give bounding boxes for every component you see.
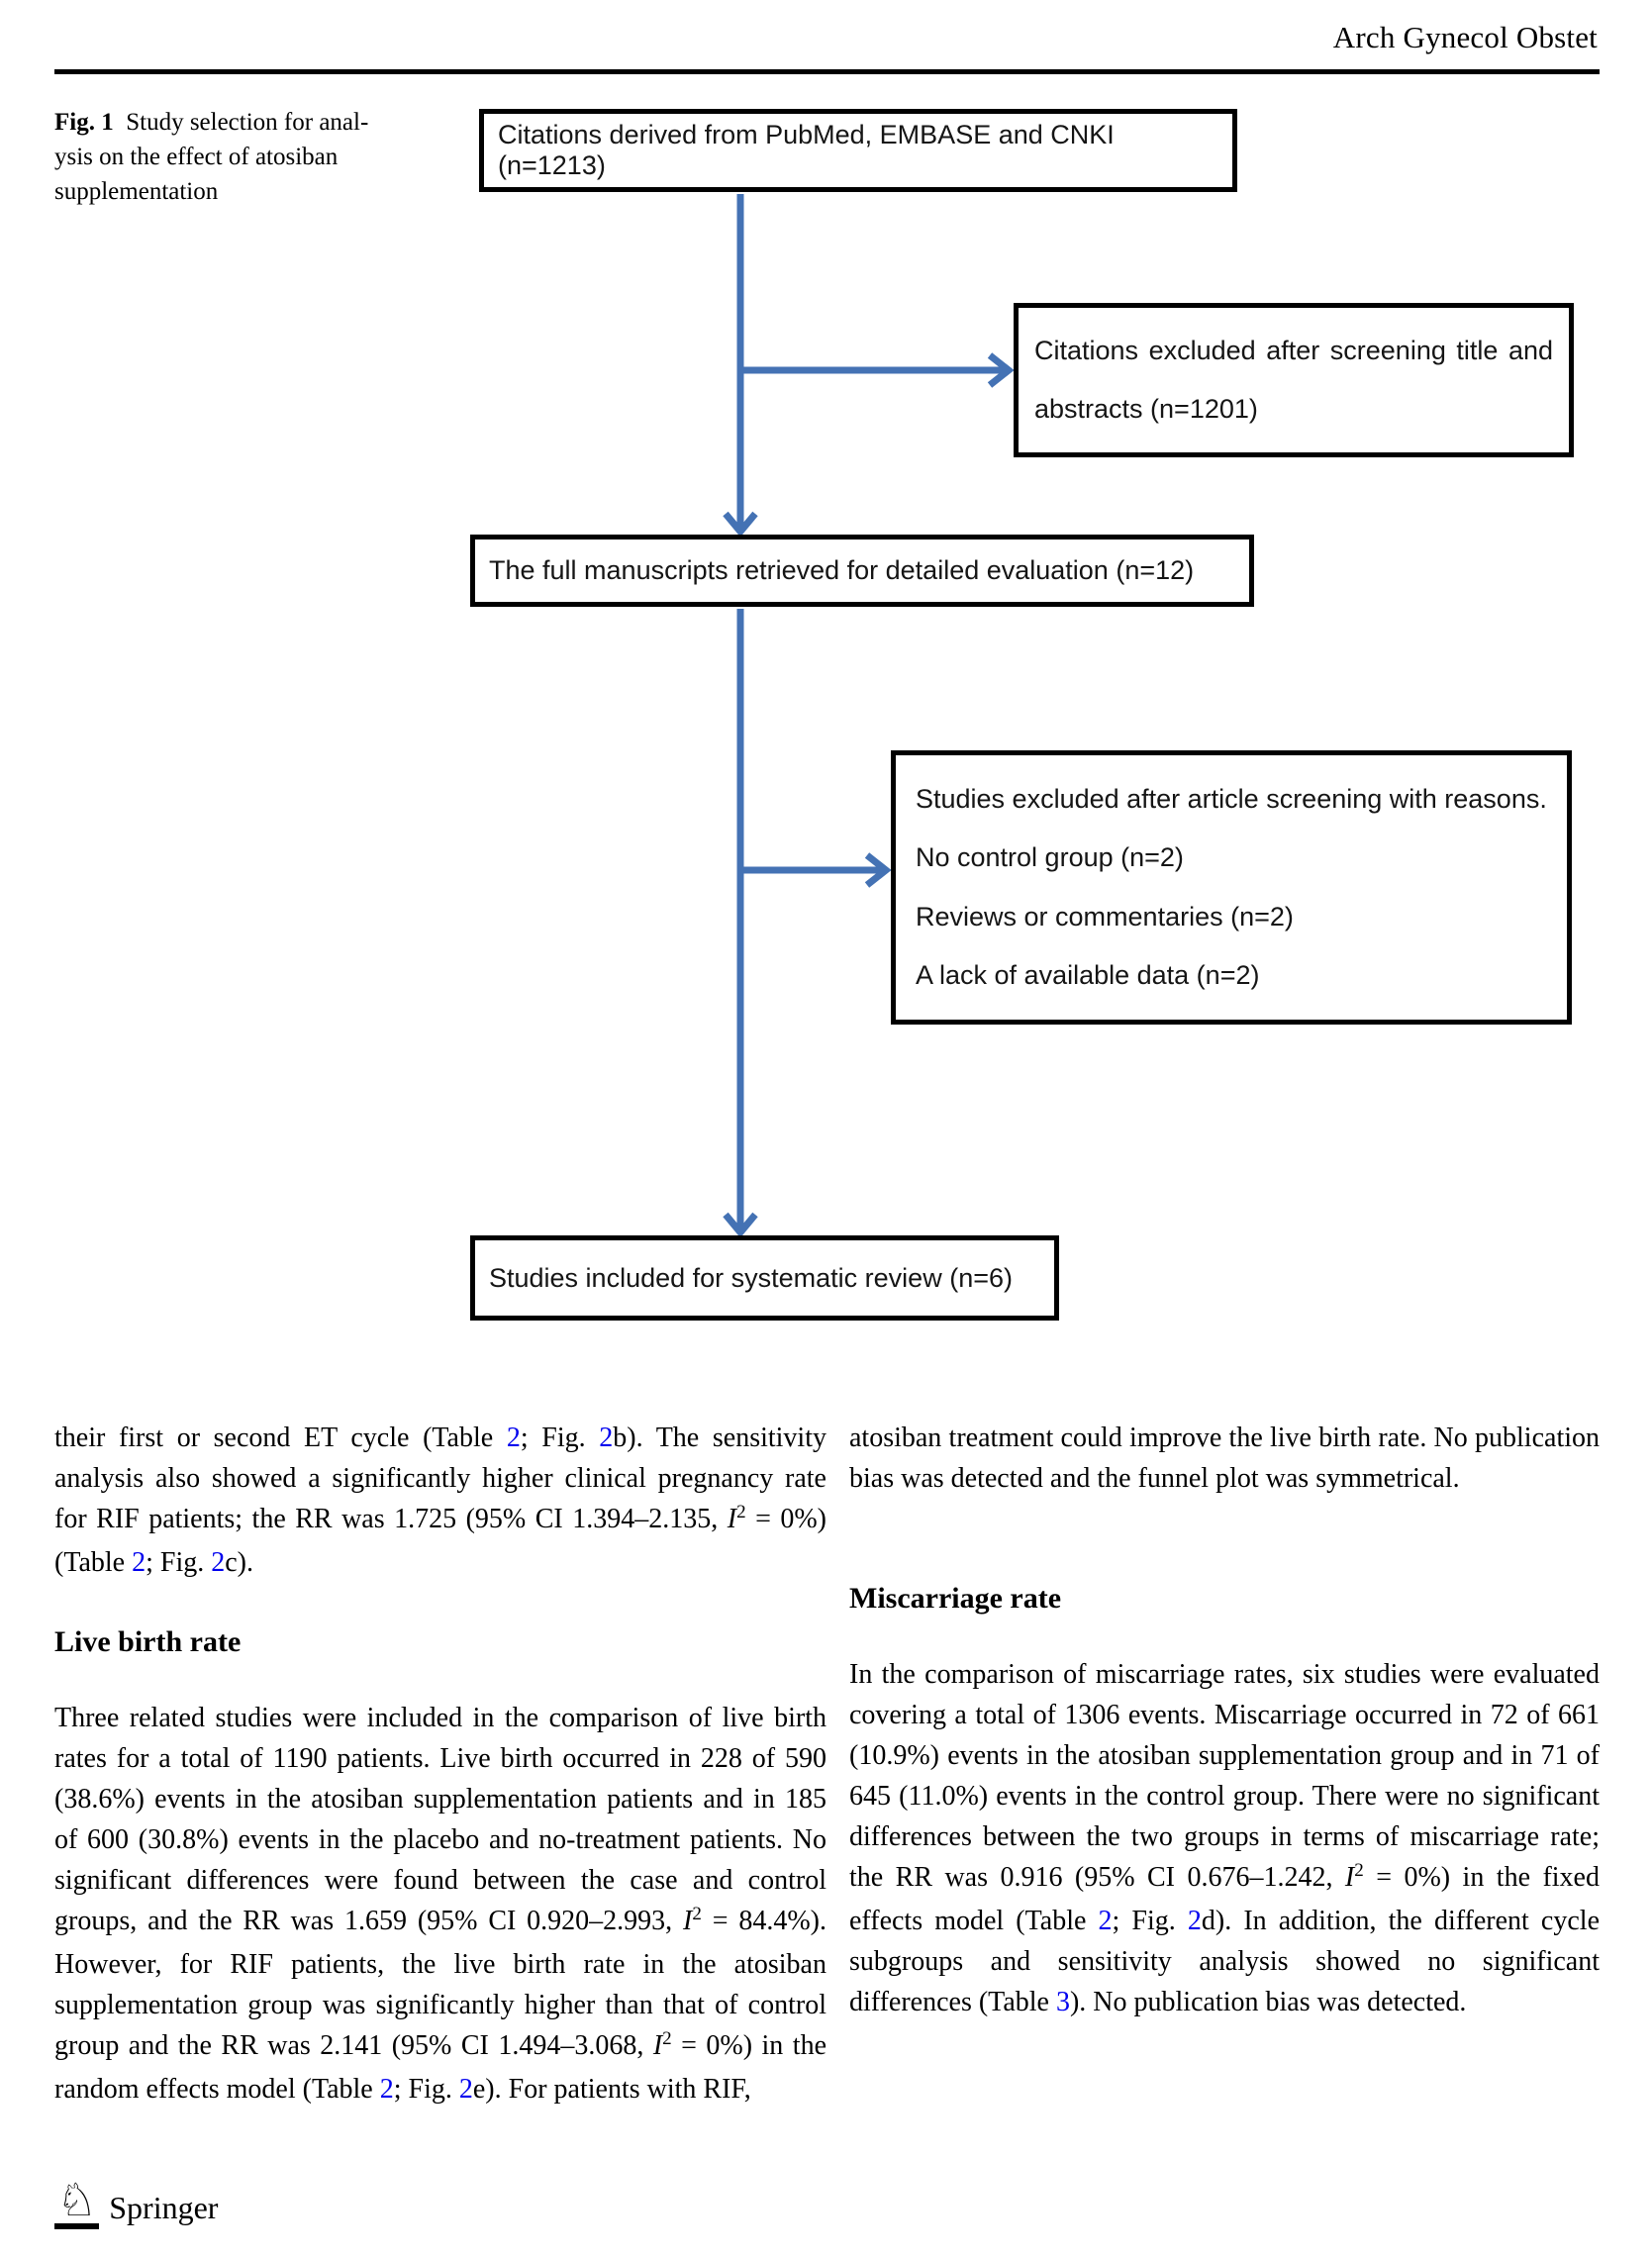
journal-title: Arch Gynecol Obstet	[1332, 20, 1598, 54]
text-segment: I	[1344, 1862, 1355, 1893]
text-segment: I	[683, 1906, 693, 1936]
text-segment: In the comparison of miscarriage rates, six studies were evaluated covering a total of 1306 events. Miscarriage occurred in 72 of 661 (10.9%) events in the atosiban supplementation group and in 71 of 645 (11.0%) events in the control group. There were no significant differences between the two groups in terms of miscarriage rate; the RR was 0.916 (95% CI 0.676–1.242,	[849, 1659, 1600, 1893]
section-heading-live-birth-rate: Live birth rate	[54, 1625, 242, 1658]
text-segment: I	[652, 2030, 663, 2061]
flowchart-box-included-text: Studies included for systematic review (n=6)	[489, 1262, 1013, 1293]
flowchart-box-citations-text: Citations derived from PubMed, EMBASE and CNKI (n=1213)	[498, 120, 1115, 180]
cross-reference-link[interactable]: 2	[599, 1423, 614, 1453]
arrow-head-down-icon	[726, 514, 755, 532]
text-segment: c).	[225, 1547, 254, 1578]
text-segment: d). In addition, the different cycle subgroups and sensitivity analysis showed no significant differences (Table	[849, 1906, 1600, 2017]
cross-reference-link[interactable]: 2	[379, 2074, 394, 2105]
paragraph	[849, 1418, 1600, 1499]
flowchart-box-excluded-screening	[1014, 303, 1574, 457]
flowchart-box-full-manuscripts-text: The full manuscripts retrieved for detailed evaluation (n=12)	[489, 555, 1195, 585]
text-segment: ; Fig.	[146, 1547, 212, 1578]
text-segment: supplementation	[54, 178, 219, 205]
flowchart-box-line: Studies excluded after article screening with reasons.	[916, 783, 1547, 814]
text-segment: atosiban treatment could improve the live birth rate. No publication bias was detected and the funnel plot was symmetrical.	[849, 1423, 1600, 1494]
arrow-head-right-icon	[867, 855, 886, 885]
header-rule	[54, 69, 1600, 74]
text-segment: ; Fig.	[393, 2074, 459, 2105]
flowchart-box-citations	[479, 109, 1237, 192]
flowchart-box-line: Reviews or commentaries (n=2)	[916, 901, 1294, 932]
publisher-name: Springer	[109, 2190, 219, 2225]
figure-caption	[54, 105, 401, 209]
flowchart-box-full-manuscripts	[470, 535, 1254, 607]
body-column-right	[849, 1418, 1600, 2022]
cross-reference-link[interactable]: 2	[458, 2074, 473, 2105]
body-column-left	[54, 1418, 826, 2110]
text-segment: = 84.4%). However, for RIF patients, the live birth rate in the atosiban supplementation group was significantly higher than that of control group and the RR was 2.141 (95% CI 1.494–3.068,	[54, 1906, 826, 2061]
cross-reference-link[interactable]: 2	[132, 1547, 146, 1578]
text-segment: Study selection for anal-	[113, 109, 369, 136]
text-segment: = 0%) (Table	[54, 1504, 826, 1578]
text-segment: 2	[736, 1502, 746, 1523]
arrow-head-down-icon	[726, 1215, 755, 1232]
cross-reference-link[interactable]: 2	[1187, 1906, 1202, 1936]
figure-caption-line	[54, 140, 401, 174]
text-segment: I	[727, 1504, 737, 1534]
paragraph	[849, 1654, 1600, 2022]
text-segment: ). No publication bias was detected.	[1069, 1987, 1467, 2017]
cross-reference-link[interactable]: 2	[506, 1423, 521, 1453]
text-segment: ; Fig.	[1112, 1906, 1188, 1936]
text-segment: ; Fig.	[520, 1423, 600, 1453]
text-segment: their first or second ET cycle (Table	[54, 1423, 507, 1453]
text-segment: ysis on the effect of atosiban	[54, 144, 339, 170]
text-segment: Three related studies were included in the comparison of live birth rates for a total of 1190 patients. Live birth occurred in 228 of 590 (38.6%) events in the atosiban supplementation patients and in 185 of 600 (30.8%) events in the placebo and no-treatment patients. No significant differences were found between the case and control groups, and the RR was 1.659 (95% CI 0.920–2.993,	[54, 1703, 826, 1936]
text-segment: Fig. 1	[54, 109, 114, 136]
figure-caption-line	[54, 105, 401, 140]
text-segment: e). For patients with RIF,	[472, 2074, 751, 2105]
paragraph	[54, 1698, 826, 2110]
flowchart-box-line: No control group (n=2)	[916, 842, 1184, 873]
flowchart-box-line: Citations excluded after screening title and	[1034, 336, 1553, 365]
section-heading-miscarriage-rate: Miscarriage rate	[849, 1582, 1062, 1615]
paragraph	[54, 1418, 826, 1583]
text-segment: = 0%) in the random effects model (Table	[54, 2030, 826, 2105]
cross-reference-link[interactable]: 2	[211, 1547, 226, 1578]
figure-caption-line	[54, 174, 401, 209]
text-segment: 2	[692, 1904, 702, 1925]
cross-reference-link[interactable]: 3	[1055, 1987, 1070, 2017]
text-segment: 2	[662, 2028, 672, 2050]
flowchart-box-line: A lack of available data (n=2)	[916, 960, 1260, 991]
springer-knight-icon: ♘	[54, 2176, 99, 2229]
text-segment: = 0%) in the fixed effects model (Table	[849, 1862, 1600, 1936]
text-segment: b). The sensitivity analysis also showed a significantly higher clinical pregnancy rate for RIF patients; the RR was 1.725 (95% CI 1.394–2.135,	[54, 1423, 826, 1534]
flowchart-box-excluded-article	[891, 750, 1572, 1025]
text-segment: 2	[1354, 1860, 1364, 1882]
flowchart-box-included	[470, 1235, 1059, 1321]
flowchart-box-line: abstracts (n=1201)	[1034, 394, 1258, 424]
cross-reference-link[interactable]: 2	[1098, 1906, 1113, 1936]
springer-logo	[54, 2173, 219, 2229]
arrow-head-right-icon	[990, 355, 1009, 385]
